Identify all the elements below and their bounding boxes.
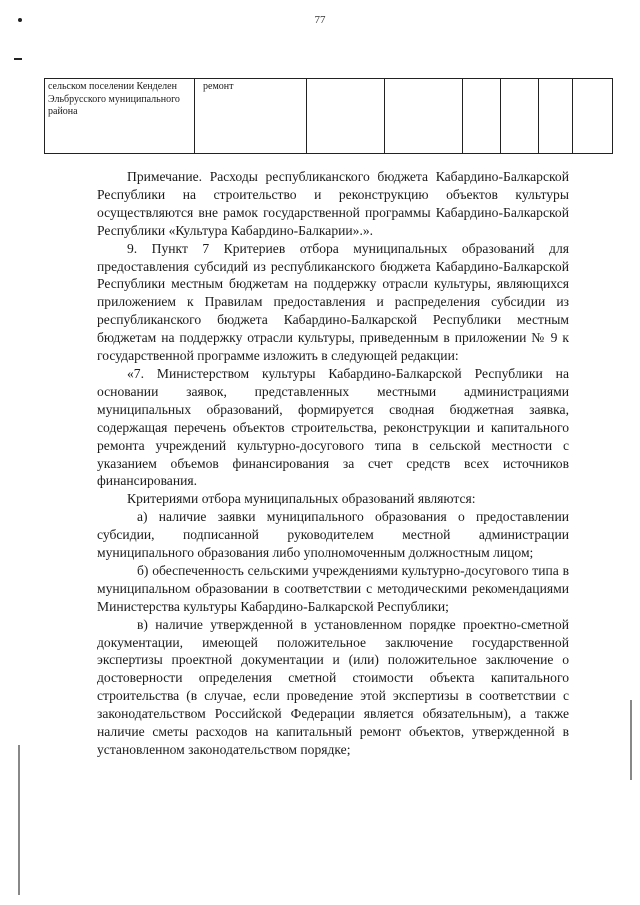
table-cell	[385, 79, 463, 154]
scan-dot	[18, 18, 22, 22]
table-cell: ремонт	[195, 79, 307, 154]
criterion-a: а) наличие заявки муниципального образования о предоставлении субсидии, подписанной руководителем местной администрации муниципального образования либо уполномоченным должностным лицом;	[97, 509, 569, 561]
clause-9-paragraph: 9. Пункт 7 Критериев отбора муниципальных образований для предоставления субсидий из республиканского бюджета Кабардино-Балкарской Республики местным бюджетам на поддержку отрасли культуры, являющихся приложением к Правилам предоставления и распределения субсидии из республиканского бюджета Кабардино-Балкарской Республики местным бюджетам на поддержку отрасли культуры, приведенным в приложении № 9 к государственной программе изложить в следующей редакции:	[97, 240, 569, 364]
scan-edge-mark	[630, 700, 632, 780]
table-cell	[501, 79, 539, 154]
criterion-b: б) обеспеченность сельскими учреждениями культурно-досугового типа в муниципальном образовании в соответствии с методическими рекомендациями Министерства культуры Кабардино-Балкарской Республики;	[97, 562, 569, 614]
table-row	[45, 79, 613, 154]
table-cell	[463, 79, 501, 154]
table-cell	[307, 79, 385, 154]
criteria-heading: Критериями отбора муниципальных образований являются:	[127, 491, 476, 507]
document-body	[97, 168, 569, 759]
scan-edge-mark	[18, 745, 20, 895]
criterion-c: в) наличие утвержденной в установленном порядке проектно-сметной документации, имеющей положительное заключение государственной экспертизы проектной документации и (или) положительное заключение о достоверности определения сметной стоимости объекта капитального строительства (в случае, если проведение этой экспертизы в соответствии с законодательством Российской Федерации является обязательным), а также наличие сметы расходов на капитальный ремонт объектов, утвержденной в установленном законодательством порядке;	[97, 616, 569, 757]
table-fragment	[44, 78, 613, 154]
page-number: 77	[314, 14, 326, 26]
note-paragraph: Примечание. Расходы республиканского бюджета Кабардино-Балкарской Республики на строительство и реконструкцию объектов культуры осуществляются вне рамок государственной программы Кабардино-Балкарской Республики «Культура Кабардино-Балкарии».».	[97, 169, 569, 238]
table-cell	[539, 79, 573, 154]
clause-7-paragraph: «7. Министерством культуры Кабардино-Балкарской Республики на основании заявок, представленных местными администрациями муниципальных образований, формируется сводная бюджетная заявка, содержащая перечень объектов строительства, реконструкции и капитального ремонта учреждений культурно-досугового типа в сельской местности с указанием объемов финансирования за счет средств всех источников финансирования.	[97, 365, 569, 489]
table-cell: сельском поселении Кенделен Эльбрусского муниципального района	[45, 79, 195, 154]
scan-dash	[14, 58, 22, 60]
table-cell	[573, 79, 613, 154]
